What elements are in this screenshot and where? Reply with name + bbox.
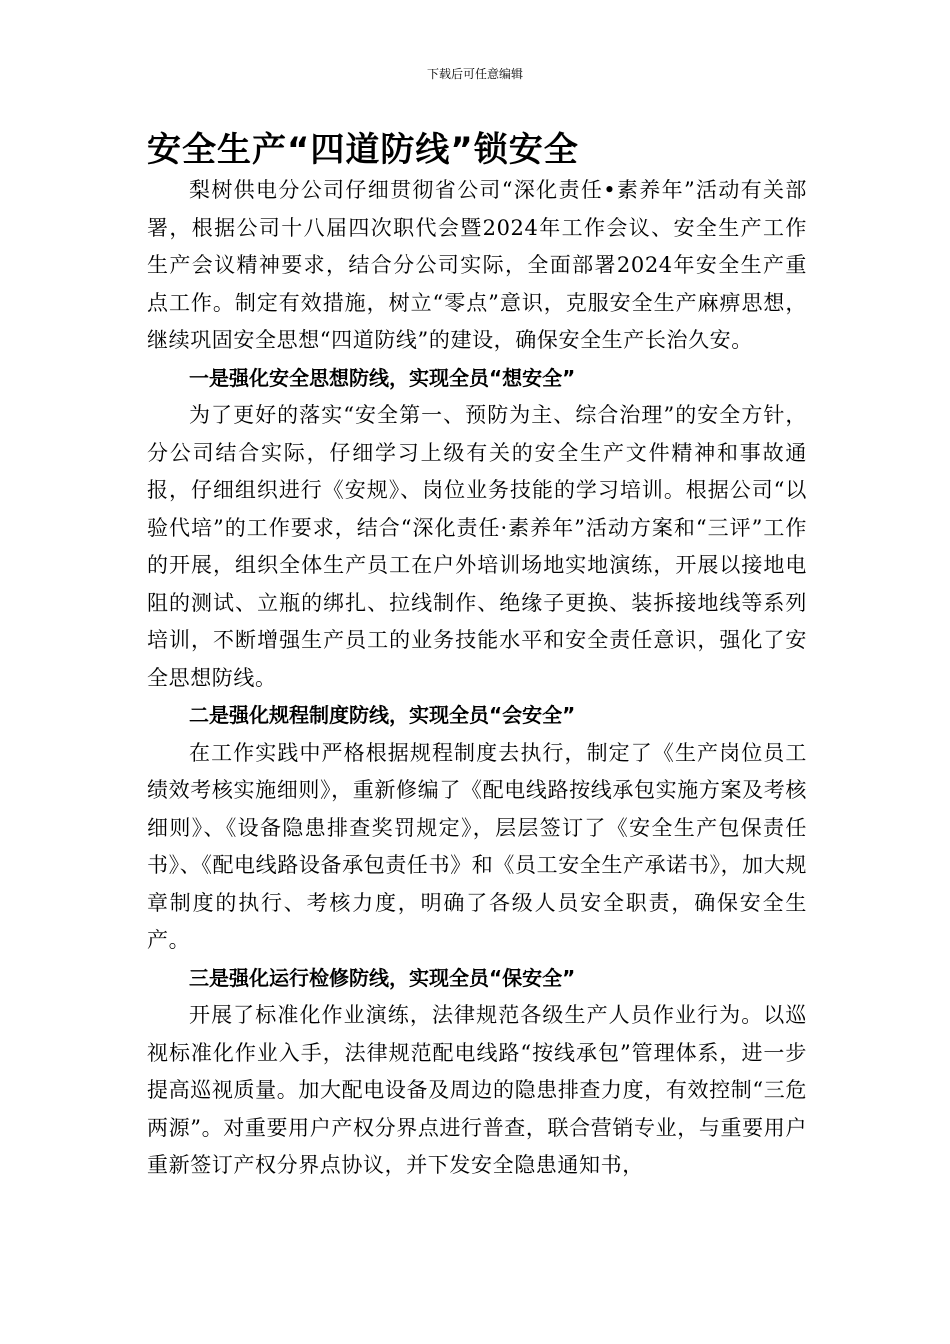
section-heading-3: 三是强化运行检修防线，实现全员“保安全” bbox=[189, 965, 576, 990]
section-heading-1: 一是强化安全思想防线，实现全员“想安全” bbox=[189, 365, 576, 390]
document-title: 安全生产“四道防线”锁安全 bbox=[147, 130, 579, 170]
section-heading-2: 二是强化规程制度防线，实现全员“会安全” bbox=[189, 703, 576, 727]
section-body-2: 在工作实践中严格根据规程制度去执行，制定了《生产岗位员工绩效考核实施细则》，重新修编了《配电线路按线承包实施方案及考核细则》、《设备隐患排查奖罚规定》，层层签订了《安全生产包保责任书》、《配电线路设备承包责任书》和《员工安全生产承诺书》，加大规章制度的执行、考核力度，明确了各级人员安全职责，确保安全生产。 bbox=[147, 740, 807, 952]
document-body bbox=[147, 128, 807, 1185]
section-body-1: 为了更好的落实“安全第一、预防为主、综合治理”的安全方针，分公司结合实际，仔细学习上级有关的安全生产文件精神和事故通报，仔细组织进行《安规》、岗位业务技能的学习培训。根据公司“以验代培”的工作要求，结合“深化责任·素养年”活动方案和“三评”工作的开展，组织全体生产员工在户外培训场地实地演练，开展以接地电阻的测试、立瓶的绑扎、拉线制作、绝缘子更换、装拆接地线等系列培训，不断增强生产员工的业务技能水平和安全责任意识，强化了安全思想防线。 bbox=[147, 403, 807, 690]
page-header-note: 下载后可任意编辑 bbox=[426, 67, 523, 81]
section-body-3: 开展了标准化作业演练，法律规范各级生产人员作业行为。以巡视标准化作业入手，法律规范配电线路“按线承包”管理体系，进一步提高巡视质量。加大配电设备及周边的隐患排查力度，有效控制“三危两源”。对重要用户产权分界点进行普查，联合营销专业，与重要用户重新签订产权分界点协议，并下发安全隐患通知书， bbox=[147, 1003, 807, 1177]
intro-paragraph: 梨树供电分公司仔细贯彻省公司“深化责任•素养年”活动有关部署，根据公司十八届四次职代会暨2024年工作会议、安全生产工作生产会议精神要求，结合分公司实际，全面部署2024年安全生产重点工作。制定有效措施，树立“零点”意识，克服安全生产麻痹思想，继续巩固安全思想“四道防线”的建设，确保安全生产长治久安。 bbox=[147, 178, 807, 352]
